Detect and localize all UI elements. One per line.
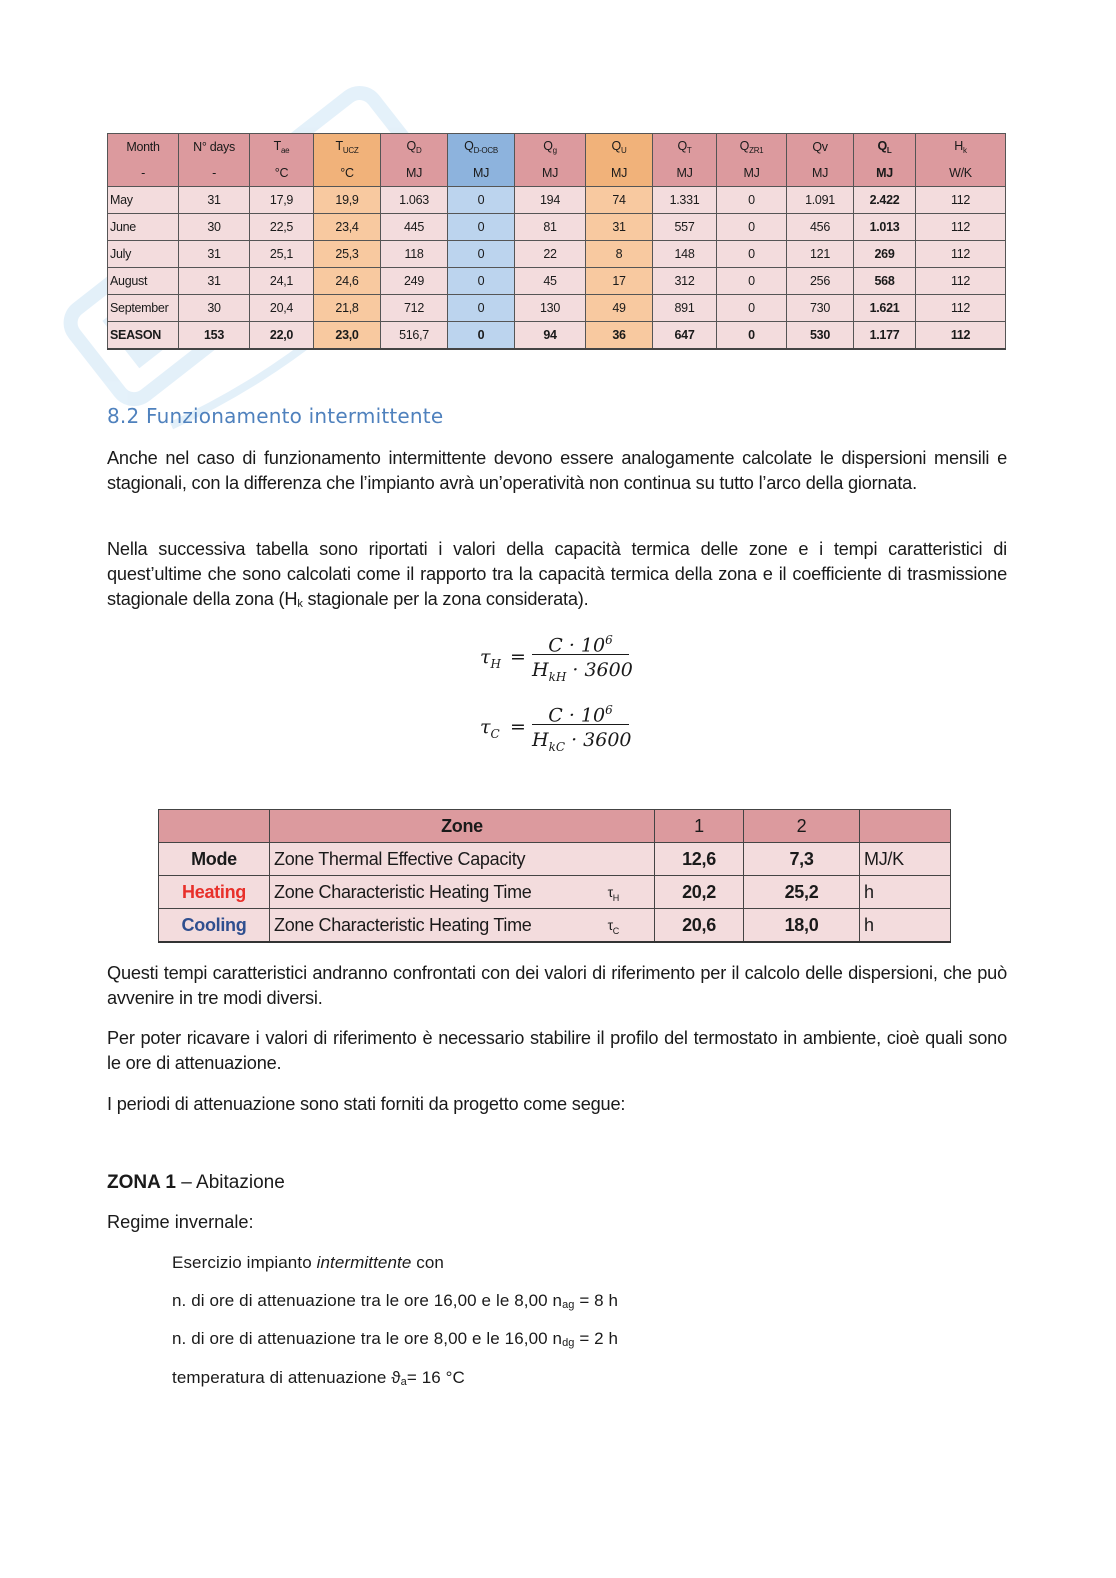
value-cell: 1.013 bbox=[854, 214, 916, 241]
unit-cell: MJ bbox=[854, 160, 916, 187]
month-cell: August bbox=[108, 268, 179, 295]
unit-cell: MJ bbox=[717, 160, 787, 187]
col-header: $Q_g$ bbox=[515, 134, 586, 161]
value-cell: 74 bbox=[586, 187, 653, 214]
operation-line: Esercizio impianto intermittente con bbox=[172, 1253, 444, 1272]
value-cell: 24,1 bbox=[250, 268, 314, 295]
value-cell: 23,4 bbox=[314, 214, 381, 241]
section-heading: 8.2 Funzionamento intermittente bbox=[107, 404, 444, 428]
value-cell: 18,0 bbox=[744, 909, 860, 943]
table-row bbox=[159, 876, 951, 909]
value-cell: 0 bbox=[448, 322, 515, 350]
value-cell: 1.063 bbox=[381, 187, 448, 214]
tau-symbol: $\tau_C$ bbox=[607, 917, 619, 936]
unit-cell: MJ bbox=[448, 160, 515, 187]
tau-symbol: $\tau_H$ bbox=[607, 884, 619, 903]
value-cell: 8 bbox=[586, 241, 653, 268]
col-header: $H_k$ bbox=[916, 134, 1006, 161]
col-header: Qv bbox=[787, 134, 854, 161]
value-cell: 194 bbox=[515, 187, 586, 214]
value-cell: 112 bbox=[916, 241, 1006, 268]
col-header: $T_{UCZ}$ bbox=[314, 134, 381, 161]
table-row bbox=[108, 295, 1006, 322]
description-cell: Zone Characteristic Heating Time $\tau_C$ bbox=[270, 909, 655, 943]
value-cell: 568 bbox=[854, 268, 916, 295]
value-cell: 24,6 bbox=[314, 268, 381, 295]
value-cell: 121 bbox=[787, 241, 854, 268]
value-cell: 49 bbox=[586, 295, 653, 322]
table-row bbox=[159, 843, 951, 876]
col-header: $Q_T$ bbox=[653, 134, 717, 161]
value-cell: 22,0 bbox=[250, 322, 314, 350]
value-cell: 118 bbox=[381, 241, 448, 268]
value-cell: 0 bbox=[448, 268, 515, 295]
regime-label: Regime invernale: bbox=[107, 1212, 254, 1232]
month-cell: September bbox=[108, 295, 179, 322]
value-cell: 148 bbox=[653, 241, 717, 268]
paragraph: Nella successiva tabella sono riportati i valori della capacità termica delle zone e i tempi caratteristici di quest’ultime che sono calcolati come il rapporto tra la capacità termica della zona e il coefficiente di trasmissione stagionale della zona ($H_k$ stagionale per la zona considerata). bbox=[107, 539, 1007, 610]
header-cell: Zone bbox=[270, 810, 655, 843]
value-cell: 730 bbox=[787, 295, 854, 322]
value-cell: 31 bbox=[179, 268, 250, 295]
value-cell: 112 bbox=[916, 187, 1006, 214]
value-cell: 0 bbox=[717, 241, 787, 268]
value-cell: 30 bbox=[179, 214, 250, 241]
value-cell: 130 bbox=[515, 295, 586, 322]
value-cell: 31 bbox=[179, 241, 250, 268]
value-cell: 891 bbox=[653, 295, 717, 322]
value-cell: 557 bbox=[653, 214, 717, 241]
unit-cell: MJ bbox=[787, 160, 854, 187]
value-cell: 0 bbox=[717, 322, 787, 350]
value-cell: 456 bbox=[787, 214, 854, 241]
unit-cell: MJ bbox=[381, 160, 448, 187]
month-cell: July bbox=[108, 241, 179, 268]
value-cell: 12,6 bbox=[655, 843, 744, 876]
value-cell: 22,5 bbox=[250, 214, 314, 241]
value-cell: 0 bbox=[448, 241, 515, 268]
header-cell bbox=[159, 810, 270, 843]
value-cell: 1.331 bbox=[653, 187, 717, 214]
mode-cell: Heating bbox=[159, 876, 270, 909]
col-header: $Q_U$ bbox=[586, 134, 653, 161]
unit-cell: h bbox=[860, 909, 951, 943]
month-cell: June bbox=[108, 214, 179, 241]
value-cell: 25,3 bbox=[314, 241, 381, 268]
value-cell: 445 bbox=[381, 214, 448, 241]
value-cell: 312 bbox=[653, 268, 717, 295]
value-cell: 112 bbox=[916, 322, 1006, 350]
value-cell: 20,6 bbox=[655, 909, 744, 943]
value-cell: 1.621 bbox=[854, 295, 916, 322]
value-cell: 0 bbox=[717, 214, 787, 241]
col-header: $T_{ae}$ bbox=[250, 134, 314, 161]
paragraph: I periodi di attenuazione sono stati forniti da progetto come segue: bbox=[107, 1094, 626, 1114]
zone-capacity-table bbox=[158, 809, 951, 943]
value-cell: 31 bbox=[179, 187, 250, 214]
col-header: Month bbox=[108, 134, 179, 161]
value-cell: 30 bbox=[179, 295, 250, 322]
col-header: N° days bbox=[179, 134, 250, 161]
value-cell: 0 bbox=[448, 187, 515, 214]
col-header: $Q_L$ bbox=[854, 134, 916, 161]
value-cell: 0 bbox=[448, 295, 515, 322]
paragraph: Anche nel caso di funzionamento intermittente devono essere analogamente calcolate le dispersioni mensili e stagionali, con la differenza che l’impianto avrà un’operatività non continua su tutto l’arco della giornata. bbox=[107, 448, 1007, 493]
col-header: $Q_{D-OCB}$ bbox=[448, 134, 515, 161]
value-cell: 269 bbox=[854, 241, 916, 268]
value-cell: 94 bbox=[515, 322, 586, 350]
value-cell: 20,4 bbox=[250, 295, 314, 322]
unit-cell: h bbox=[860, 876, 951, 909]
value-cell: 112 bbox=[916, 268, 1006, 295]
unit-cell: °C bbox=[250, 160, 314, 187]
table-row bbox=[159, 909, 951, 943]
value-cell: 25,1 bbox=[250, 241, 314, 268]
attenuation-hours-night: n. di ore di attenuazione tra le ore 16,00 e le 8,00 $n_{ag} = 8$ h bbox=[172, 1291, 619, 1311]
table-row bbox=[108, 241, 1006, 268]
value-cell: 20,2 bbox=[655, 876, 744, 909]
unit-cell: - bbox=[179, 160, 250, 187]
value-cell: 2.422 bbox=[854, 187, 916, 214]
table-header-row bbox=[159, 810, 951, 843]
value-cell: 0 bbox=[717, 295, 787, 322]
mode-cell: Mode bbox=[159, 843, 270, 876]
value-cell: 45 bbox=[515, 268, 586, 295]
value-cell: 36 bbox=[586, 322, 653, 350]
unit-cell: W/K bbox=[916, 160, 1006, 187]
value-cell: 17,9 bbox=[250, 187, 314, 214]
col-header: $Q_D$ bbox=[381, 134, 448, 161]
value-cell: 0 bbox=[717, 187, 787, 214]
unit-cell: MJ/K bbox=[860, 843, 951, 876]
description-cell: Zone Thermal Effective Capacity bbox=[270, 843, 655, 876]
unit-cell: - bbox=[108, 160, 179, 187]
value-cell: 153 bbox=[179, 322, 250, 350]
value-cell: 1.091 bbox=[787, 187, 854, 214]
season-total-row bbox=[108, 322, 1006, 350]
unit-cell: MJ bbox=[586, 160, 653, 187]
attenuation-temperature: temperatura di attenuazione $ϑ_a= 16$ °C bbox=[172, 1368, 465, 1388]
value-cell: 249 bbox=[381, 268, 448, 295]
value-cell: 25,2 bbox=[744, 876, 860, 909]
unit-cell: MJ bbox=[653, 160, 717, 187]
mode-cell: Cooling bbox=[159, 909, 270, 943]
table-row bbox=[108, 187, 1006, 214]
value-cell: 19,9 bbox=[314, 187, 381, 214]
table-header-row bbox=[108, 134, 1006, 161]
month-cell: May bbox=[108, 187, 179, 214]
value-cell: 17 bbox=[586, 268, 653, 295]
description-cell: Zone Characteristic Heating Time $\tau_H$ bbox=[270, 876, 655, 909]
value-cell: 21,8 bbox=[314, 295, 381, 322]
table-row bbox=[108, 214, 1006, 241]
paragraph: Questi tempi caratteristici andranno confrontati con dei valori di riferimento per il calcolo delle dispersioni, che può avvenire in tre modi diversi. bbox=[107, 963, 1007, 1008]
value-cell: 81 bbox=[515, 214, 586, 241]
value-cell: 22 bbox=[515, 241, 586, 268]
value-cell: 712 bbox=[381, 295, 448, 322]
paragraph: Per poter ricavare i valori di riferimento è necessario stabilire il profilo del termostato in ambiente, cioè quali sono le ore di attenuazione. bbox=[107, 1028, 1007, 1073]
value-cell: 112 bbox=[916, 295, 1006, 322]
value-cell: 31 bbox=[586, 214, 653, 241]
header-cell: 2 bbox=[744, 810, 860, 843]
value-cell: 1.177 bbox=[854, 322, 916, 350]
value-cell: 256 bbox=[787, 268, 854, 295]
unit-cell: MJ bbox=[515, 160, 586, 187]
value-cell: 530 bbox=[787, 322, 854, 350]
value-cell: 647 bbox=[653, 322, 717, 350]
col-header: $Q_{ZR1}$ bbox=[717, 134, 787, 161]
attenuation-hours-day: n. di ore di attenuazione tra le ore 8,00 e le 16,00 $n_{dg} = 2$ h bbox=[172, 1329, 619, 1349]
table-row bbox=[108, 268, 1006, 295]
table-units-row bbox=[108, 160, 1006, 187]
value-cell: 0 bbox=[717, 268, 787, 295]
header-cell bbox=[860, 810, 951, 843]
header-cell: 1 bbox=[655, 810, 744, 843]
document-page: Month N° days $T_{ae}$ $T_{UCZ}$ $Q_D$ $Q_{D-OCB}$ $Q_g$ $Q_U$ $Q_T$ $Q_{ZR1}$ Qv $Q_L$ $H_k$ - - °C °C MJ MJ MJ MJ MJ MJ MJ MJ W/K May 31 17,9 19,9 1.063 0 194 74 1.331 0 1.091 2.422 112 June 30 22,5 23,4 445 0 81 31 557 0 456 1.013 112 July 31 25,1 25,3 118 0 22 8 148 0 121 269 112 August 31 24,1 24,6 249 0 45 17 312 0 256 568 112 September 30 20,4 21,8 712 0 130 49 891 0 730 1.621 112 SEASON 153 22,0 23,0 516,7 0 94 36 647 0 530 1.177 112 8.2 Funzionamento intermittente Anche nel caso di funzionamento intermittente devono essere analogamente calcolate le dispersioni mensili e stagionali, con la differenza che l’impianto avrà un’operatività non continua su tutto l’arco della giornata. Nella successiva tabella sono riportati i valori della capacità termica delle zone e i tempi caratteristici di quest’ultime che sono calcolati come il rapporto tra la capacità termica della zona e il coefficiente di trasmissione stagionale della zona ($H_k$ stagionale per la zona considerata). $\tau_H$ = $C \cdot 10^6$ $H_{kH} \cdot 3600$ $\tau_C$ = $C \cdot 10^6$ $H_{kC} \cdot 3600$ Zone 1 2 Mode Zone Thermal Effective Capacity 12,6 7,3 MJ/K Heating Zone Characteristic Heating Time $\tau_H$ 20,2 25,2 h Cooling Zone Characteristic Heating Time $\tau_C$ 20,6 18,0 h Questi tempi caratteristici andranno confrontati con dei valori di riferimento per il calcolo delle dispersioni, che può avvenire in tre modi diversi. Per poter ricavare i valori di riferimento è necessario stabilire il profilo del termostato in ambiente, cioè quali sono le ore di attenuazione. I periodi di attenuazione sono stati forniti da progetto come segue: ZONA 1 – Abitazione Regime invernale: Esercizio impianto intermittente con n. di ore di attenuazione tra le ore 16,00 e le 8,00 $n_{ag} = 8$ h n. di ore di attenuazione tra le ore 8,00 e le 16,00 $n_{dg} = 2$ h temperatura di attenuazione $ϑ_a= 16$ °C bbox=[0, 0, 1116, 1578]
value-cell: 0 bbox=[448, 214, 515, 241]
month-cell: SEASON bbox=[108, 322, 179, 350]
monthly-losses-table bbox=[107, 133, 1006, 350]
zone-title: ZONA 1 – Abitazione bbox=[107, 1172, 285, 1193]
value-cell: 516,7 bbox=[381, 322, 448, 350]
value-cell: 7,3 bbox=[744, 843, 860, 876]
value-cell: 112 bbox=[916, 214, 1006, 241]
value-cell: 23,0 bbox=[314, 322, 381, 350]
unit-cell: °C bbox=[314, 160, 381, 187]
